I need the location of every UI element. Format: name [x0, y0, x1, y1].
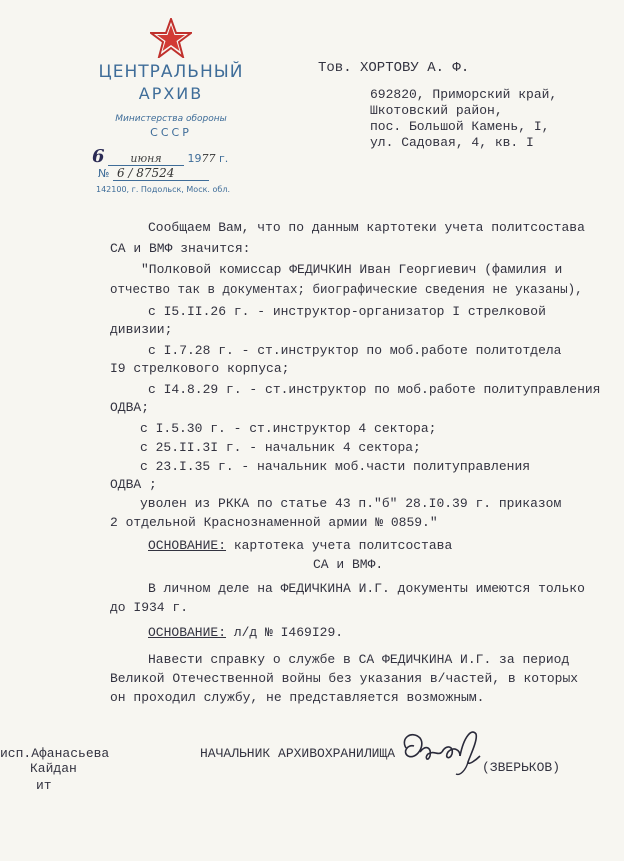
paragraph-2-line2: до I934 г. — [110, 600, 189, 615]
basis-2 — [148, 625, 343, 640]
red-star-icon — [150, 18, 192, 58]
record-line6: I9 стрелкового корпуса; — [110, 361, 290, 376]
paragraph-2-line1: В личном деле на ФЕДИЧКИНА И.Г. документы имеются только — [148, 581, 585, 596]
org-name-line2: АРХИВ — [138, 84, 204, 103]
record-line10: с 25.II.3I г. - начальник 4 сектора; — [140, 440, 421, 455]
recipient-address-line3: пос. Большой Камень, I, — [370, 119, 550, 134]
record-line3: с I5.II.26 г. - инструктор-организатор I стрелковой — [148, 304, 546, 319]
record-line7: с I4.8.29 г. - ст.инструктор по моб.работе политуправления — [148, 382, 601, 397]
recipient-address-line1: 692820, Приморский край, — [370, 87, 558, 102]
recipient-address-line4: ул. Садовая, 4, кв. I — [370, 135, 534, 150]
body-intro-line1: Сообщаем Вам, что по данным картотеки учета политсостава — [148, 220, 585, 235]
recipient-name: Тов. ХОРТОВУ А. Ф. — [318, 60, 470, 76]
record-line4: дивизии; — [110, 322, 173, 337]
executor-line1: исп.Афанасьева — [0, 746, 110, 761]
letter-date — [92, 146, 228, 167]
record-line5: с I.7.28 г. - ст.инструктор по моб.работе политотдела — [148, 343, 562, 358]
number-value: 6 / 87524 — [113, 166, 209, 181]
signatory-name: (ЗВЕРЬКОВ) — [482, 760, 561, 775]
basis-1-text-line2: СА и ВМФ. — [313, 557, 384, 572]
basis-1-text: картотека учета политсостава — [233, 538, 453, 553]
paragraph-3-line3: он проходил службу, не представляется возможным. — [110, 690, 485, 705]
executor-line3: ит — [36, 778, 52, 793]
basis-2-label: ОСНОВАНИЕ: — [148, 625, 227, 640]
archive-address: 142100, г. Подольск, Моск. обл. — [96, 185, 230, 194]
record-line11: с 23.I.35 г. - начальник моб.части политуправления — [140, 459, 531, 474]
record-line12: ОДВА ; — [110, 477, 157, 492]
basis-1 — [148, 538, 452, 553]
record-line2: отчество так в документах; биографические сведения не указаны), — [110, 283, 583, 297]
date-day: 6 — [92, 146, 105, 167]
body-intro-line2: СА и ВМФ значится: — [110, 241, 251, 256]
record-line1: "Полковой комиссар ФЕДИЧКИН Иван Георгиевич (фамилия и — [141, 262, 563, 277]
record-line9: с I.5.30 г. - ст.инструктор 4 сектора; — [140, 421, 437, 436]
date-suffix: г. — [219, 152, 229, 165]
basis-2-text: л/д № I469I29. — [233, 625, 344, 640]
number-prefix: № — [98, 167, 110, 180]
date-year-suffix: 77 — [201, 152, 216, 165]
letter-number — [98, 166, 209, 181]
paragraph-3-line2: Великой Отечественной войны без указания в/частей, в которых — [110, 671, 579, 686]
org-name-line1: ЦЕНТРАЛЬНЫЙ — [98, 62, 244, 82]
record-line14: 2 отдельной Краснознаменной армии № 0859." — [110, 515, 438, 530]
country-name: СССР — [150, 126, 192, 139]
ministry-name: Министерства обороны — [115, 114, 227, 124]
executor-line2: Кайдан — [30, 761, 77, 776]
signatory-position: НАЧАЛЬНИК АРХИВОХРАНИЛИЩА — [200, 746, 396, 761]
date-month: июня — [108, 152, 184, 166]
record-line13: уволен из РККА по статье 43 п."б" 28.I0.39 г. приказом — [140, 496, 562, 511]
basis-1-label: ОСНОВАНИЕ: — [148, 538, 227, 553]
record-line8: ОДВА; — [110, 400, 150, 415]
date-year-prefix: 19 — [187, 152, 202, 165]
paragraph-3-line1: Навести справку о службе в СА ФЕДИЧКИНА И.Г. за период — [148, 652, 570, 667]
recipient-address-line2: Шкотовский район, — [370, 103, 503, 118]
